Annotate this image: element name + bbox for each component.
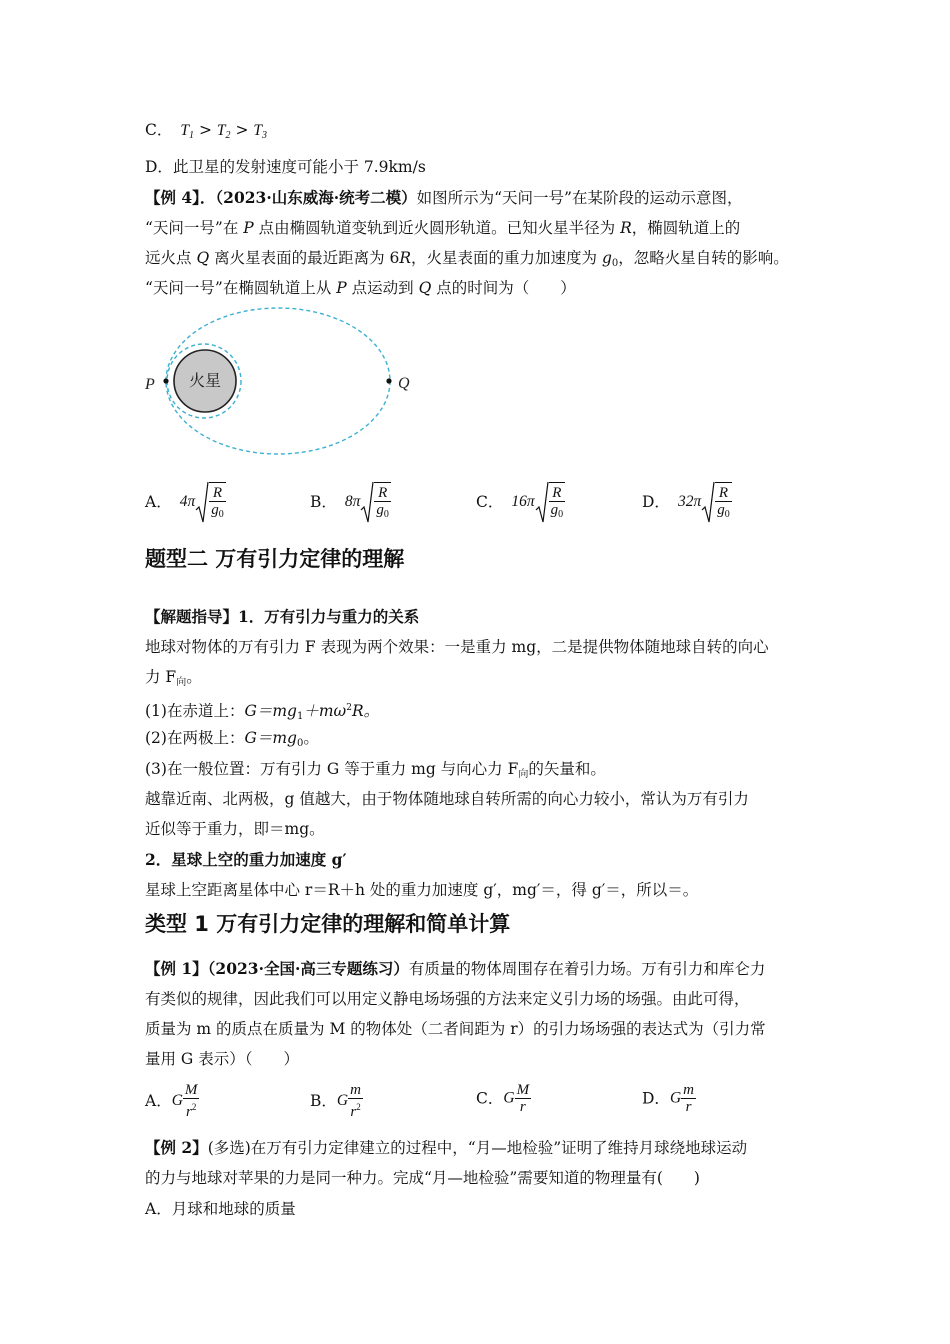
ex1-line-4: 量用 G 表示）（ ） — [145, 1050, 299, 1068]
q3-option-c: C． $T_1 > T_2 > T_3$ — [145, 121, 267, 141]
gravity-constant: G — [336, 1092, 349, 1109]
numerator: M — [184, 1082, 198, 1098]
ex2-line-1: 【例 2】(多选)在万有引力定律建立的过程中，“月—地检验”证明了维持月球绕地球运动 — [145, 1138, 748, 1157]
label-p: P — [145, 376, 155, 393]
sqrt-expression — [535, 480, 566, 524]
radical-sign — [195, 480, 209, 524]
guide-line-4: (2)在两极上：$G=mg_0$。 — [145, 729, 319, 749]
ex4-option — [642, 480, 732, 524]
fraction — [348, 1082, 363, 1120]
radical-sign — [360, 480, 374, 524]
guide-line-1: 地球对物体的万有引力 F 表现为两个效果：一是重力 mg，二是提供物体随地球自转的向心 — [145, 638, 769, 656]
ex2-option-a: A．月球和地球的质量 — [145, 1200, 296, 1218]
option-label: D． — [642, 1089, 670, 1108]
guide-heading: 【解题指导】1．万有引力与重力的关系 — [145, 607, 420, 626]
guide-line-5: (3)在一般位置：万有引力 G 等于重力 mg 与向心力 $F_向$的矢量和。 — [145, 760, 606, 780]
numerator: M — [516, 1082, 530, 1098]
guide-line-6: 越靠近南、北两极，g 值越大，由于物体随地球自转所需的向心力较小，常认为万有引力 — [145, 790, 749, 808]
denominator: $g_0$ — [715, 501, 732, 523]
numerator: R — [212, 484, 223, 501]
option-label: C． — [476, 1089, 504, 1108]
ex2-line-2: 的力与地球对苹果的力是同一种力。完成“月—地检验”需要知道的物理量有( ) — [145, 1169, 700, 1187]
fraction — [549, 482, 566, 523]
ex4-option — [476, 480, 565, 524]
option-coefficient: 32π — [677, 493, 702, 510]
ex4-line-4: “天问一号”在椭圆轨道上从 P 点运动到 Q 点的时间为（ ） — [145, 279, 576, 297]
radical-sign — [535, 480, 549, 524]
ex4-line-1: 【例 4】．（2023·山东威海·统考二模）如图所示为“天问一号”在某阶段的运动示意图， — [145, 188, 743, 207]
denominator: $r^2$ — [348, 1098, 363, 1120]
numerator: R — [378, 484, 388, 501]
fraction — [183, 1082, 200, 1120]
numerator: m — [350, 1082, 361, 1098]
option-label: B． — [310, 1092, 337, 1110]
point-p-dot — [163, 378, 168, 383]
gravity-constant: G — [171, 1092, 183, 1109]
section-title-type1: 类型 1 万有引力定律的理解和简单计算 — [145, 912, 511, 936]
ex1-line-1: 【例 1】（2023·全国·高三专题练习）有质量的物体周围存在着引力场。万有引力和库仑力 — [145, 959, 766, 978]
radical-sign — [701, 480, 715, 524]
point-q-dot — [386, 378, 391, 383]
ex1-option — [642, 1082, 696, 1115]
numerator: R — [718, 484, 729, 501]
denominator: $g_0$ — [549, 501, 566, 523]
denominator: r — [515, 1098, 532, 1115]
fraction — [515, 1082, 532, 1115]
guide-line-8: 星球上空距离星体中心 r＝R＋h 处的重力加速度 g′，mg′＝，得 g′＝，所以＝。 — [145, 881, 699, 899]
fraction — [715, 482, 732, 523]
ex4-line-3: 远火点 Q 离火星表面的最近距离为 6R，火星表面的重力加速度为 $g_0$，忽略火星自转的影响。 — [145, 249, 789, 269]
option-label: D． — [642, 493, 670, 511]
gravity-constant: G — [503, 1089, 515, 1107]
ex1-option — [476, 1082, 531, 1115]
option-coefficient: 4π — [179, 493, 196, 510]
option-label: B． — [310, 493, 337, 511]
gravity-constant: G — [669, 1089, 682, 1107]
label-q: Q — [398, 375, 410, 392]
guide-line-2: 力 $F_向$。 — [145, 668, 202, 688]
sqrt-expression — [195, 480, 226, 524]
guide-line-3: (1)在赤道上：$G=mg_1+m\omega^2R$。 — [145, 702, 380, 722]
planet-label: 火星 — [188, 371, 222, 390]
option-label: A． — [145, 493, 172, 511]
ex4-line-2: “天问一号”在 P 点由椭圆轨道变轨到近火圆形轨道。已知火星半径为 R，椭圆轨道上的 — [145, 219, 741, 237]
option-label: A． — [145, 1092, 172, 1110]
guide-heading-2: 2．星球上空的重力加速度 g′ — [145, 850, 347, 869]
ex4-option — [310, 480, 391, 524]
ex4-option — [145, 480, 226, 524]
fraction — [374, 482, 391, 523]
sqrt-expression — [360, 480, 391, 524]
fraction — [681, 1082, 696, 1115]
numerator: R — [552, 484, 562, 501]
option-coefficient: 16π — [511, 493, 535, 510]
ex1-line-2: 有类似的规律，因此我们可以用定义静电场场强的方法来定义引力场的场强。由此可得， — [145, 990, 750, 1008]
option-label: C． — [476, 493, 504, 511]
orbit-figure — [140, 305, 420, 465]
denominator: r — [681, 1098, 696, 1115]
ex1-option — [145, 1082, 199, 1120]
ex1-option — [310, 1082, 363, 1120]
numerator: m — [683, 1082, 694, 1098]
section-title-2: 题型二 万有引力定律的理解 — [145, 547, 405, 571]
denominator: $r^2$ — [183, 1098, 200, 1120]
guide-line-7: 近似等于重力，即＝mg。 — [145, 820, 325, 838]
denominator: $g_0$ — [209, 501, 226, 523]
sqrt-expression — [701, 480, 732, 524]
option-coefficient: 8π — [344, 493, 361, 510]
ex1-line-3: 质量为 m 的质点在质量为 M 的物体处（二者间距为 r）的引力场场强的表达式为（引力常 — [145, 1020, 766, 1038]
fraction — [209, 482, 226, 523]
q3-option-d: D．此卫星的发射速度可能小于 7.9km/s — [145, 158, 426, 176]
denominator: $g_0$ — [374, 501, 391, 523]
